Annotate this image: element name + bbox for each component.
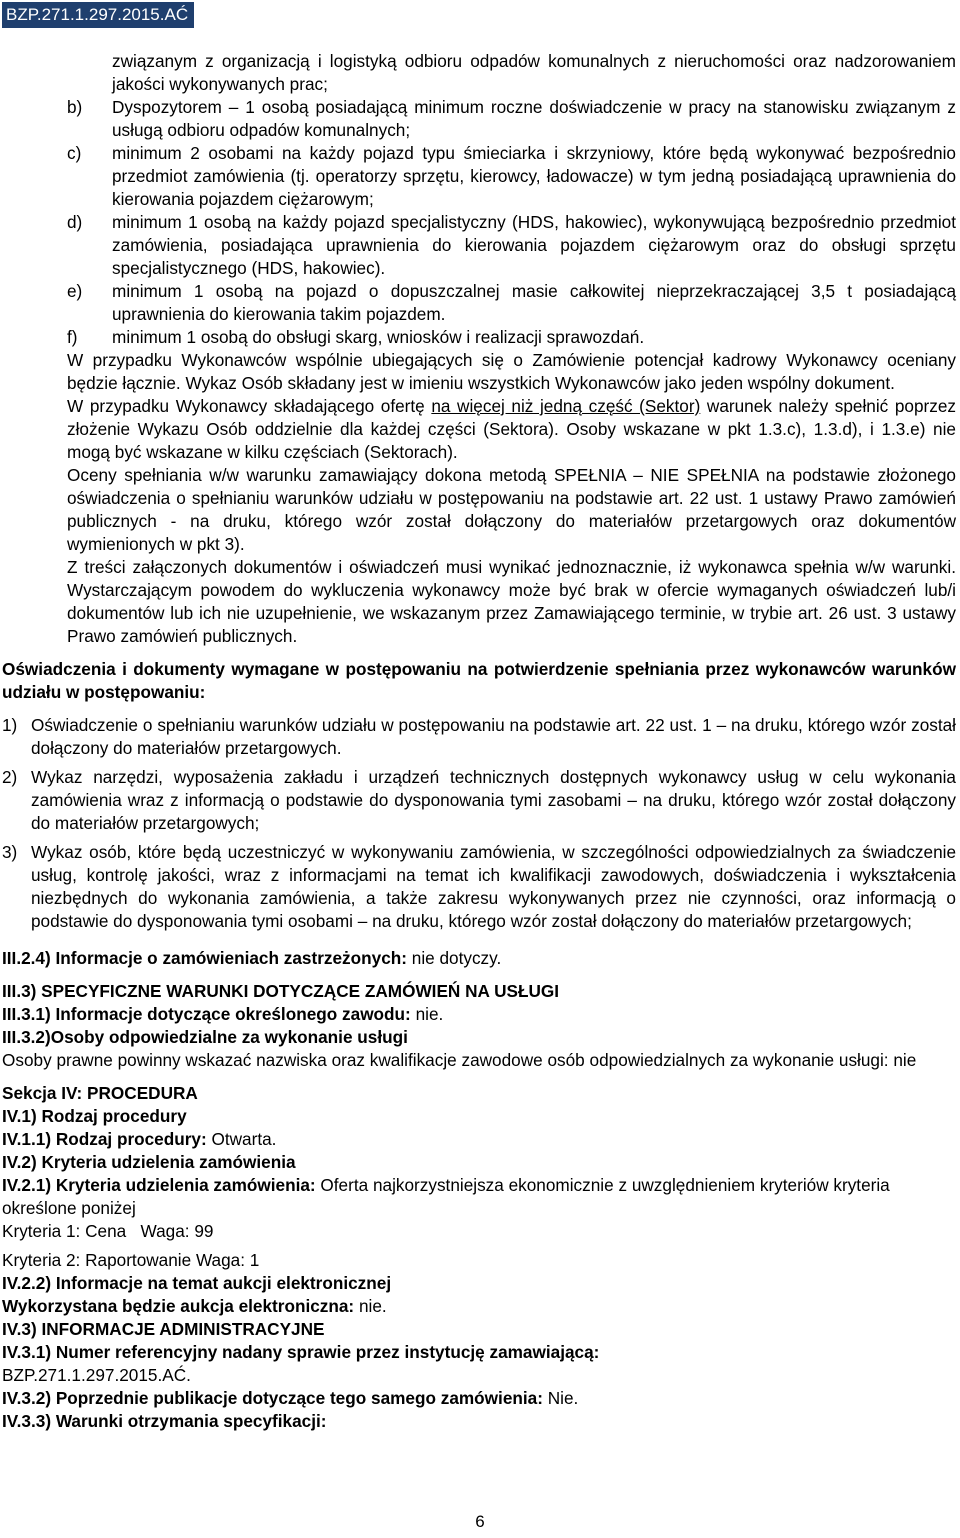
list-item (0, 96, 960, 142)
list-item (0, 211, 960, 280)
section-iii-3-2-heading: III.3.2)Osoby odpowiedzialne za wykonanie usługi (2, 1027, 408, 1047)
section-iv-1-1: IV.1.1) Rodzaj procedury: Otwarta. (2, 1129, 277, 1149)
section-iv-1-heading: IV.1) Rodzaj procedury (2, 1106, 187, 1126)
declaration-text: Wykaz osób, które będą uczestniczyć w wykonywaniu zamówienia, w szczególności odpowiedzialnych za świadczenie usług, kontrolę jakości, wraz z informacjami na temat ich kwalifikacji zawodowych, doświadczenia i wykształcenia niezbędnych do wykonania zamówienia, a także zakresu wykonywanych przez nie czynności, oraz informacją o podstawie do dysponowania tymi osobami – na druku, którego wzór został dołączony do materiałów przetargowych; (31, 842, 956, 931)
declaration-item (0, 714, 960, 760)
section-iii-3-heading: III.3) SPECYFICZNE WARUNKI DOTYCZĄCE ZAMÓWIEŃ NA USŁUGI (2, 981, 560, 1001)
declaration-item (0, 841, 960, 933)
section-iv-2-2-heading: IV.2.2) Informacje na temat aukcji elektronicznej (2, 1273, 392, 1293)
declarations-heading: Oświadczenia i dokumenty wymagane w postępowaniu na potwierdzenie spełniania przez wykonawców warunków udziału w postępowaniu: (2, 659, 956, 702)
list-item-text: Dyspozytorem – 1 osobą posiadającą minimum roczne doświadczenie w pracy na stanowisku związanym z usługą odbioru odpadów komunalnych; (112, 97, 956, 140)
list-marker: 3) (2, 842, 18, 862)
page-number: 6 (475, 1512, 485, 1531)
criterion-2: Kryteria 2: Raportowanie Waga: 1 (2, 1250, 260, 1270)
document-body (0, 50, 960, 1433)
list-marker: 2) (2, 767, 18, 787)
list-item-text: minimum 2 osobami na każdy pojazd typu śmieciarka i skrzyniowy, które będą wykonywać bezpośrednio przedmiot zamówienia (tj. operatorzy sprzętu, kierowcy, ładowacze) w tym jedną posiadającą uprawnienia do kierowania pojazdem ciężarowym; (112, 143, 956, 209)
paragraph-evaluation-method: Oceny spełniania w/w warunku zamawiający dokona metodą SPEŁNIA – NIE SPEŁNIA na podstawie złożonego oświadczenia o spełnianiu warunków udziału w postępowaniu na podstawie art. 22 ust. 1 ustawy Prawo zamówień publicznych - na druku, którego wzór został dołączony do materiałów przetargowych oraz dokumentów wymienionych w pkt 3). (67, 465, 956, 554)
section-iv-3-3-heading: IV.3.3) Warunki otrzymania specyfikacji: (2, 1411, 327, 1431)
section-iii-3-2-text: Osoby prawne powinny wskazać nazwiska oraz kwalifikacje zawodowe osób odpowiedzialnych za wykonanie usługi: nie (2, 1050, 917, 1070)
declaration-text: Wykaz narzędzi, wyposażenia zakładu i urządzeń technicznych dostępnych wykonawcy usług w celu wykonania zamówienia wraz z informacją o podstawie do dysponowania tymi zasobami – na druku, którego wzór został dołączony do materiałów przetargowych; (31, 767, 956, 833)
list-item-text: minimum 1 osobą do obsługi skarg, wniosków i realizacji sprawozdań. (112, 327, 645, 347)
section-iv-3-1-heading: IV.3.1) Numer referencyjny nadany sprawie przez instytucję zamawiającą: (2, 1342, 600, 1362)
criterion-1: Kryteria 1: Cena Waga: 99 (2, 1221, 214, 1241)
section-iii-3-1: III.3.1) Informacje dotyczące określonego zawodu: nie. (2, 1004, 444, 1024)
list-item-text: minimum 1 osobą na pojazd o dopuszczalnej masie całkowitej nieprzekraczającej 3,5 t posiadającą uprawnienia do kierowania takim pojazdem. (112, 281, 956, 324)
list-marker: b) (67, 97, 83, 117)
declaration-item (0, 766, 960, 835)
list-marker: 1) (2, 715, 18, 735)
list-marker: e) (67, 281, 83, 301)
list-marker: d) (67, 212, 83, 232)
underlined-phrase: na więcej niż jedną część (Sektor) (431, 396, 701, 416)
section-iv-3-heading: IV.3) INFORMACJE ADMINISTRACYJNE (2, 1319, 325, 1339)
list-item-text: minimum 1 osobą na każdy pojazd specjalistyczny (HDS, hakowiec), wykonywującą bezpośrednio przedmiot zamówienia, posiadająca uprawnienia do kierowania pojazdem ciężarowym oraz do obsługi sprzętu specjalistycznego (HDS, hakowiec). (112, 212, 956, 278)
paragraph-multiple-sectors: W przypadku Wykonawcy składającego ofertę na więcej niż jedną część (Sektor) warunek należy spełnić poprzez złożenie Wykazu Osób oddzielnie dla każdej części (Sektora). Osoby wskazane w pkt 1.3.c), 1.3.d), i 1.3.e) nie mogą być wskazane w kilku częściach (Sektorach). (67, 396, 957, 462)
list-marker: c) (67, 143, 82, 163)
section-iv-heading: Sekcja IV: PROCEDURA (2, 1083, 198, 1103)
reference-number: BZP.271.1.297.2015.AĆ. (2, 1365, 191, 1385)
document-reference-header: BZP.271.1.297.2015.AĆ (2, 2, 194, 28)
electronic-auction: Wykorzystana będzie aukcja elektroniczna: nie. (2, 1296, 387, 1316)
list-item-a-continuation: związanym z organizacją i logistyką odbioru odpadów komunalnych z nieruchomości oraz nadzorowaniem jakości wykonywanych prac; (112, 51, 956, 94)
paragraph-documents-requirement: Z treści załączonych dokumentów i oświadczeń musi wynikać jednoznacznie, iż wykonawca spełnia w/w warunki. Wystarczającym powodem do wykluczenia wykonawcy może być brak w ofercie wymaganych oświadczeń lub/i dokumentów lub ich nie uzupełnienie, we wskazanym przez Zamawiającego terminie, w trybie art. 26 ust. 3 ustawy Prawo zamówień publicznych. (67, 557, 956, 646)
section-iv-2-1: IV.2.1) Kryteria udzielenia zamówienia: Oferta najkorzystniejsza ekonomicznie z uwzględnieniem kryteriów kryteria określone poniżej (2, 1175, 890, 1218)
section-iii-2-4: III.2.4) Informacje o zamówieniach zastrzeżonych: nie dotyczy. (2, 948, 502, 968)
section-iv-2-heading: IV.2) Kryteria udzielenia zamówienia (2, 1152, 296, 1172)
section-iv-3-2: IV.3.2) Poprzednie publikacje dotyczące tego samego zamówienia: Nie. (2, 1388, 579, 1408)
declaration-text: Oświadczenie o spełnianiu warunków udziału w postępowaniu na podstawie art. 22 ust. 1 – na druku, którego wzór został dołączony do materiałów przetargowych. (31, 715, 956, 758)
list-marker: f) (67, 327, 78, 347)
list-item (0, 280, 960, 326)
list-item (0, 142, 960, 211)
paragraph-joint-bidders: W przypadku Wykonawców wspólnie ubiegających się o Zamówienie potencjał kadrowy Wykonawcy oceniany będzie łącznie. Wykaz Osób składany jest w imieniu wszystkich Wykonawców jako jeden wspólny dokument. (67, 350, 956, 393)
list-item (0, 326, 960, 349)
